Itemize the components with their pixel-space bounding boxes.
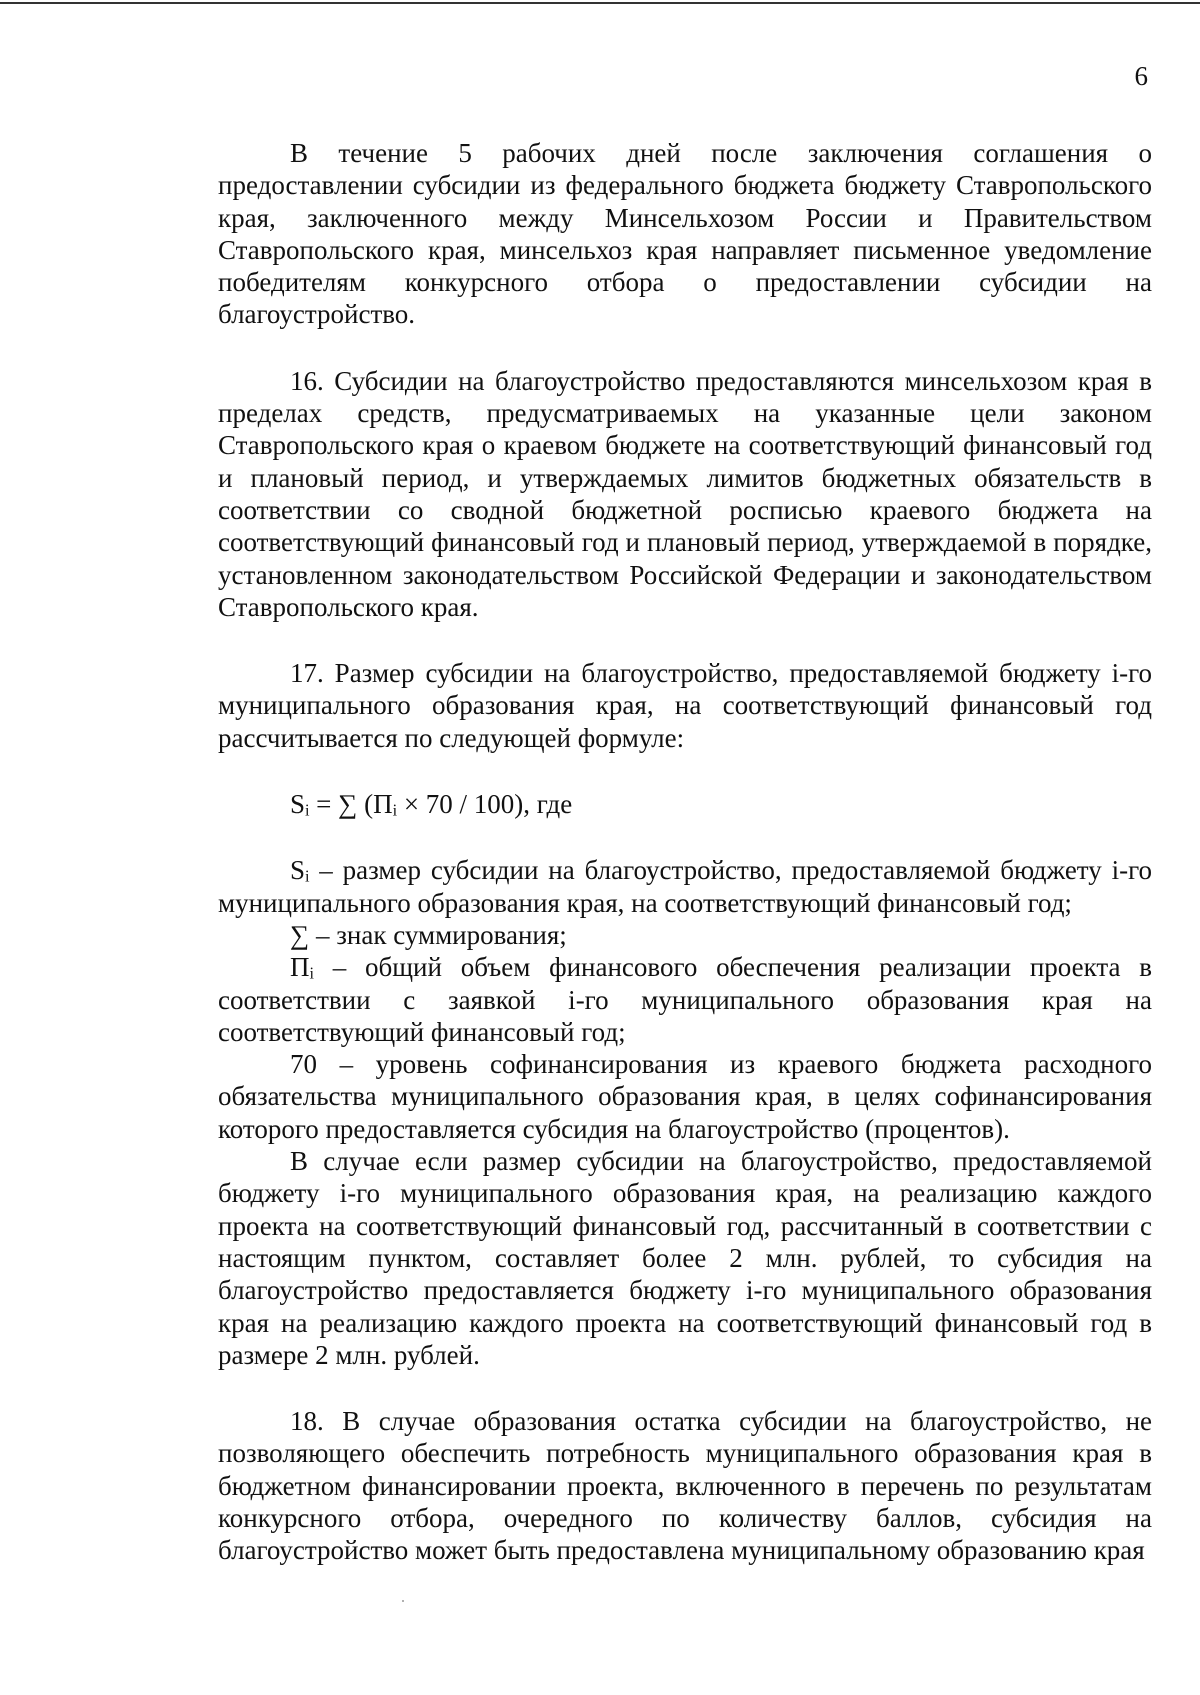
formula-definitions (218, 854, 1152, 1371)
paragraph-18: 18. В случае образования остатка субсидии на благоустройство, не позволяющего обеспечить потребность муниципального образования края в бюджетном финансировании проекта, включенного в перечень по результатам конкурсного отбора, очередного по количеству баллов, субсидия на благоустройство может быть предоставлена муниципальному образованию края (218, 1406, 1152, 1566)
definition-sum: ∑ – знак суммирования; (290, 919, 567, 950)
document-body (218, 137, 1152, 1567)
definition-70: 70 – уровень софинансирования из краевого бюджета расходного обязательства муниципального образования края, в целях софинансирования которого предоставляется субсидия на благоустройство (процентов). (218, 1049, 1152, 1144)
subsidy-formula: Sᵢ = ∑ (Пᵢ × 70 / 100), где (290, 789, 573, 820)
definition-s: Sᵢ – размер субсидии на благоустройство, предоставляемой бюджету i-го муниципального образования края, на соответствующий финансовый год; (218, 855, 1152, 918)
definition-p: Пᵢ – общий объем финансового обеспечения реализации проекта в соответствии с заявкой i-го муниципального образования края на соответствующий финансовый год; (218, 952, 1152, 1047)
scan-speck (402, 1600, 404, 1602)
top-border-line (0, 2, 1200, 4)
paragraph-16: 16. Субсидии на благоустройство предоставляются минсельхозом края в пределах средств, предусматриваемых на указанные цели законом Ставропольского края о краевом бюджете на соответствующий финансовый год и плановый период, и утверждаемых лимитов бюджетных обязательств в соответствии со сводной бюджетной росписью краевого бюджета на соответствующий финансовый год и плановый период, утверждаемой в порядке, установленном законодательством Российской Федерации и законодательством Ставропольского края. (218, 365, 1152, 622)
paragraph-2mln-cap: В случае если размер субсидии на благоустройство, предоставляемой бюджету i-го муниципального образования края, на реализацию каждого проекта на соответствующий финансовый год, рассчитанный в соответствии с настоящим пунктом, составляет более 2 млн. рублей, то субсидия на благоустройство предоставляется бюджету i-го муниципального образования края на реализацию каждого проекта на соответствующий финансовый год в размере 2 млн. рублей. (218, 1146, 1152, 1370)
paragraph-notification: В течение 5 рабочих дней после заключения соглашения о предоставлении субсидии из федерального бюджета бюджету Ставропольского края, заключенного между Минсельхозом России и Правительством Ставропольского края, минсельхоз края направляет письменное уведомление победителям конкурсного отбора о предоставлении субсидии на благоустройство. (218, 138, 1152, 330)
paragraph-17: 17. Размер субсидии на благоустройство, предоставляемой бюджету i-го муниципального образования края, на соответствующий финансовый год рассчитывается по следующей формуле: (218, 658, 1152, 753)
page-number: 6 (1134, 61, 1148, 91)
